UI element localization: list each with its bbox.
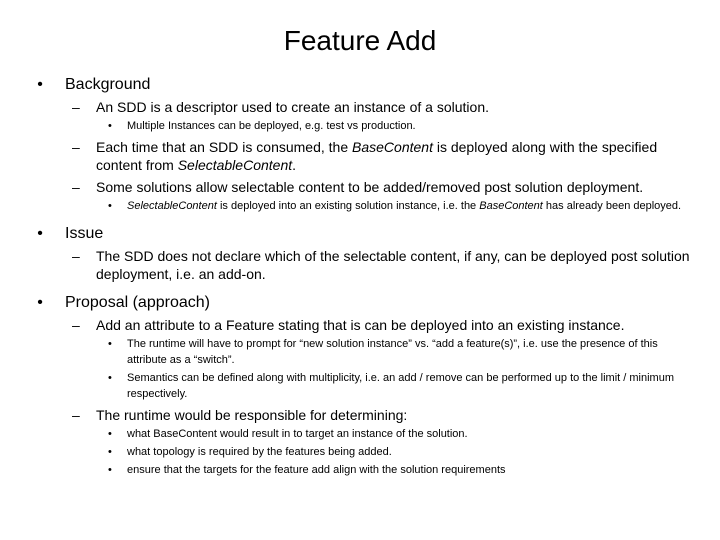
bullet-heading: Issue: [65, 225, 104, 242]
sub-sub-bullet: [34, 118, 694, 134]
sub-sub-bullet: [34, 370, 694, 402]
dash-marker: –: [72, 317, 80, 333]
bullet-marker: •: [37, 225, 43, 242]
bullet-text: The runtime will have to prompt for “new solution instance” vs. “add a feature(s)”, i.e. use the presence of this attribute as a “switch”.: [127, 338, 658, 366]
sub-bullet: [34, 316, 694, 334]
term-basecontent: BaseContent: [352, 139, 433, 155]
bullet-text: The SDD does not declare which of the selectable content, if any, can be deployed post solution deployment, i.e. an add-on.: [96, 248, 690, 282]
sub-bullet: [34, 178, 694, 196]
bullet-text: Each time that an SDD is consumed, the BaseContent is deployed along with the specified content from SelectableContent.: [96, 139, 658, 173]
sub-sub-bullet: [34, 462, 694, 478]
sub-bullet: [34, 138, 694, 174]
slide-body: [34, 75, 694, 478]
bullet-marker: •: [108, 446, 112, 458]
bullet-text: An SDD is a descriptor used to create an instance of a solution.: [96, 99, 489, 115]
bullet-heading: Background: [65, 76, 151, 93]
bullet-text: Semantics can be defined along with multiplicity, i.e. an add / remove can be performed up to the limit / minimum respectively.: [127, 372, 675, 400]
sub-bullet: [34, 247, 694, 283]
bullet-marker: •: [108, 338, 112, 350]
dash-marker: –: [72, 139, 80, 155]
sub-bullet: [34, 98, 694, 116]
term-selectablecontent: SelectableContent: [127, 200, 217, 212]
bullet-text: Add an attribute to a Feature stating that is can be deployed into an existing instance.: [96, 317, 625, 333]
bullet-marker: •: [37, 76, 43, 93]
term-selectablecontent: SelectableContent: [177, 157, 293, 173]
dash-marker: –: [72, 248, 80, 264]
sub-sub-bullet: [34, 444, 694, 460]
bullet-heading: Proposal (approach): [65, 294, 210, 311]
bullet-text: Some solutions allow selectable content to be added/removed post solution deployment.: [96, 179, 644, 195]
sub-bullet: [34, 406, 694, 424]
bullet-marker: •: [108, 200, 112, 212]
bullet-proposal: [34, 293, 694, 312]
bullet-text: SelectableContent is deployed into an existing solution instance, i.e. the BaseContent has already been deployed.: [127, 200, 682, 212]
dash-marker: –: [72, 99, 80, 115]
bullet-text: what BaseContent would result in to target an instance of the solution.: [127, 428, 468, 440]
dash-marker: –: [72, 407, 80, 423]
dash-marker: –: [72, 179, 80, 195]
bullet-marker: •: [37, 294, 43, 311]
bullet-marker: •: [108, 464, 112, 476]
bullet-marker: •: [108, 428, 112, 440]
sub-sub-bullet: [34, 198, 694, 214]
slide-title: Feature Add: [283, 25, 437, 56]
sub-sub-bullet: [34, 336, 694, 368]
bullet-text: what topology is required by the features being added.: [127, 446, 392, 458]
bullet-text: Multiple Instances can be deployed, e.g. test vs production.: [127, 120, 416, 132]
term-basecontent: BaseContent: [479, 200, 543, 212]
bullet-text: The runtime would be responsible for determining:: [96, 407, 408, 423]
sub-sub-bullet: [34, 426, 694, 442]
bullet-marker: •: [108, 120, 112, 132]
bullet-issue: [34, 224, 694, 243]
bullet-marker: •: [108, 372, 112, 384]
bullet-background: [34, 75, 694, 94]
bullet-text: ensure that the targets for the feature add align with the solution requirements: [127, 464, 506, 476]
